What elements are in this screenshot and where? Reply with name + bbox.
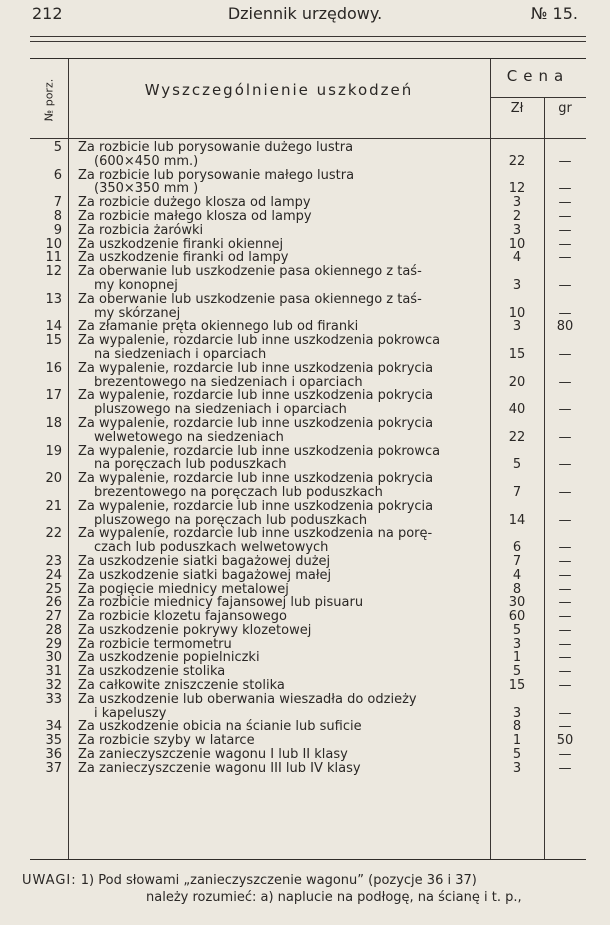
row-description xyxy=(68,665,490,679)
row-description xyxy=(68,417,490,445)
row-number: 34 xyxy=(45,719,62,735)
table-row xyxy=(30,665,586,679)
remarks-line-2: należy rozumieć: a) naplucie na podłogę, na ścianę i t. p., xyxy=(146,890,522,905)
description-text: Za rozbicie dużego klosza od lampy xyxy=(78,195,311,211)
row-number: 9 xyxy=(53,222,62,238)
table-row xyxy=(30,238,586,252)
page-header xyxy=(0,4,610,34)
description-continuation: na poręczach lub poduszkach xyxy=(94,457,287,473)
description-text: Za rozbicie termometru xyxy=(78,636,232,652)
row-number: 20 xyxy=(45,471,62,487)
table-row xyxy=(30,472,586,500)
table-row xyxy=(30,362,586,390)
description-continuation: pluszowego na poręczach lub poduszkach xyxy=(94,512,368,528)
row-price-gr: — xyxy=(558,622,572,638)
row-price-zl: 1 xyxy=(512,650,522,666)
description-text: Za rozbicie klozetu fajansowego xyxy=(78,609,287,625)
row-number: 27 xyxy=(45,609,62,625)
row-number: 35 xyxy=(45,733,62,749)
description-continuation: (350×350 mm ) xyxy=(94,181,199,197)
row-description xyxy=(68,334,490,362)
row-number: 7 xyxy=(53,195,62,211)
row-price-gr: — xyxy=(558,678,572,694)
row-price-zl: 15 xyxy=(508,678,526,694)
row-price-zl: 7 xyxy=(512,553,522,569)
description-text: Za całkowite zniszczenie stolika xyxy=(78,678,285,694)
row-description xyxy=(68,569,490,583)
description-continuation: my konopnej xyxy=(94,277,178,293)
row-price-zl: 10 xyxy=(508,305,526,321)
row-price-zl: 3 xyxy=(512,222,522,238)
row-price-gr: — xyxy=(558,250,572,266)
row-description xyxy=(68,320,490,334)
header-rule-bottom xyxy=(30,41,586,42)
row-description xyxy=(68,389,490,417)
row-price-zl: 10 xyxy=(508,236,526,252)
description-text: Za wypalenie, rozdarcie lub inne uszkodzenia na porę- xyxy=(78,526,433,542)
description-text: Za wypalenie, rozdarcie lub inne uszkodzenia pokrycia xyxy=(78,498,434,514)
row-number: 36 xyxy=(45,747,62,763)
row-number: 10 xyxy=(45,236,62,252)
description-continuation: (600×450 mm.) xyxy=(94,153,199,169)
table-row xyxy=(30,265,586,293)
row-number: 28 xyxy=(45,622,62,638)
row-price-zl: 5 xyxy=(512,457,522,473)
column-header-zl: Zł xyxy=(510,101,524,116)
row-description xyxy=(68,651,490,665)
table-body xyxy=(30,141,586,776)
row-price-zl: 12 xyxy=(508,181,526,197)
row-description xyxy=(68,293,490,321)
row-number: 21 xyxy=(45,498,62,514)
row-price-zl: 2 xyxy=(512,208,522,224)
description-text: Za zanieczyszczenie wagonu I lub II klasy xyxy=(78,747,348,763)
table-row xyxy=(30,196,586,210)
description-continuation: pluszowego na siedzeniach i oparciach xyxy=(94,402,347,418)
remarks-line-1: UWAGI: 1) Pod słowami „zanieczyszczenie wagonu” (pozycje 36 i 37) xyxy=(22,873,477,888)
description-text: Za oberwanie lub uszkodzenie pasa okiennego z taś- xyxy=(78,291,422,307)
row-price-gr: — xyxy=(558,181,572,197)
row-description xyxy=(68,638,490,652)
table-row xyxy=(30,748,586,762)
column-header-price: Cena xyxy=(506,67,570,85)
row-price-gr: — xyxy=(558,705,572,721)
row-description xyxy=(68,500,490,528)
row-price-zl: 1 xyxy=(512,733,522,749)
remarks-label: UWAGI: xyxy=(22,873,77,888)
row-number: 24 xyxy=(45,567,62,583)
table-row xyxy=(30,320,586,334)
row-number: 5 xyxy=(53,140,62,155)
header-rule-top xyxy=(30,36,586,37)
row-description xyxy=(68,610,490,624)
row-description xyxy=(68,169,490,197)
description-continuation: czach lub poduszkach welwetowych xyxy=(94,540,329,556)
row-description xyxy=(68,238,490,252)
row-price-gr: — xyxy=(558,664,572,680)
description-continuation: brezentowego na siedzeniach i oparciach xyxy=(94,374,363,390)
row-description xyxy=(68,762,490,776)
price-header-divider xyxy=(490,97,586,98)
row-price-zl: 15 xyxy=(508,346,526,362)
row-price-gr: — xyxy=(558,429,572,445)
row-description xyxy=(68,734,490,748)
row-price-gr: — xyxy=(558,747,572,763)
description-continuation: welwetowego na siedzeniach xyxy=(94,429,284,445)
row-price-zl: 6 xyxy=(512,540,522,556)
row-price-zl: 4 xyxy=(512,250,522,266)
row-price-zl: 14 xyxy=(508,512,526,528)
description-text: Za uszkodzenie stolika xyxy=(78,664,226,680)
table-row xyxy=(30,293,586,321)
row-price-gr: — xyxy=(558,760,572,776)
row-price-gr: — xyxy=(558,236,572,252)
row-price-gr: — xyxy=(558,581,572,597)
row-price-zl: 7 xyxy=(512,484,522,500)
row-number: 6 xyxy=(53,167,62,183)
description-text: Za rozbicie lub porysowanie małego lustra xyxy=(78,167,355,183)
row-price-zl: 3 xyxy=(512,705,522,721)
table-row xyxy=(30,720,586,734)
row-number: 18 xyxy=(45,415,62,431)
row-price-zl: 8 xyxy=(512,719,522,735)
table-row xyxy=(30,596,586,610)
row-number: 13 xyxy=(45,291,62,307)
row-number: 25 xyxy=(45,581,62,597)
journal-title: Dziennik urzędowy. xyxy=(227,4,383,23)
row-price-gr: — xyxy=(558,346,572,362)
row-description xyxy=(68,472,490,500)
row-price-gr: 50 xyxy=(556,733,574,749)
row-price-gr: — xyxy=(558,277,572,293)
row-price-gr: — xyxy=(558,719,572,735)
header-divider xyxy=(30,138,586,139)
description-text: Za uszkodzenie firanki od lampy xyxy=(78,250,289,266)
row-description xyxy=(68,624,490,638)
column-header-number: № porz. xyxy=(42,78,56,122)
row-price-gr: — xyxy=(558,402,572,418)
description-text: Za uszkodzenie firanki okiennej xyxy=(78,236,284,252)
description-text: Za uszkodzenie pokrywy klozetowej xyxy=(78,622,312,638)
description-text: Za wypalenie, rozdarcie lub inne uszkodzenia pokrycia xyxy=(78,471,434,487)
row-number: 17 xyxy=(45,388,62,404)
row-price-gr: — xyxy=(558,595,572,611)
table-row xyxy=(30,224,586,238)
table-row xyxy=(30,527,586,555)
row-price-zl: 40 xyxy=(508,402,526,418)
table-row xyxy=(30,569,586,583)
row-price-gr: — xyxy=(558,609,572,625)
row-price-gr: — xyxy=(558,512,572,528)
row-price-gr: 80 xyxy=(556,319,574,335)
row-description xyxy=(68,210,490,224)
description-text: Za rozbicia żarówki xyxy=(78,222,204,238)
table-row xyxy=(30,555,586,569)
row-price-gr: — xyxy=(558,457,572,473)
row-price-zl: 3 xyxy=(512,760,522,776)
description-text: Za wypalenie, rozdarcie lub inne uszkodzenia pokrycia xyxy=(78,360,434,376)
row-description xyxy=(68,224,490,238)
description-text: Za wypalenie, rozdarcie lub inne uszkodzenia pokrycia xyxy=(78,388,434,404)
row-number: 23 xyxy=(45,553,62,569)
description-continuation: my skórzanej xyxy=(94,305,181,321)
row-description xyxy=(68,693,490,721)
row-description xyxy=(68,527,490,555)
description-text: Za rozbicie małego klosza od lampy xyxy=(78,208,312,224)
row-price-zl: 5 xyxy=(512,622,522,638)
description-text: Za wypalenie, rozdarcie lub inne uszkodzenia pokrycia xyxy=(78,415,434,431)
row-description xyxy=(68,362,490,390)
row-price-zl: 3 xyxy=(512,636,522,652)
remarks xyxy=(22,872,592,906)
row-number: 15 xyxy=(45,333,62,349)
description-text: Za wypalenie, rozdarcie lub inne uszkodzenia pokrowca xyxy=(78,443,441,459)
table-row xyxy=(30,624,586,638)
description-continuation: na siedzeniach i oparciach xyxy=(94,346,267,362)
table-row xyxy=(30,251,586,265)
row-price-zl: 8 xyxy=(512,581,522,597)
row-price-gr: — xyxy=(558,650,572,666)
description-text: Za rozbicie miednicy fajansowej lub pisuaru xyxy=(78,595,364,611)
row-price-zl: 4 xyxy=(512,567,522,583)
row-number: 33 xyxy=(45,691,62,707)
row-price-gr: — xyxy=(558,305,572,321)
row-price-zl: 3 xyxy=(512,319,522,335)
table-row xyxy=(30,334,586,362)
page-number: 212 xyxy=(32,4,63,23)
description-text: Za zanieczyszczenie wagonu III lub IV klasy xyxy=(78,760,361,776)
row-description xyxy=(68,196,490,210)
description-text: Za rozbicie lub porysowanie dużego lustra xyxy=(78,140,354,155)
column-header-description: Wyszczególnienie uszkodzeń xyxy=(144,81,414,99)
table-row xyxy=(30,389,586,417)
row-price-gr: — xyxy=(558,153,572,169)
description-text: Za pogięcie miednicy metalowej xyxy=(78,581,289,597)
table-row xyxy=(30,610,586,624)
table-row xyxy=(30,679,586,693)
table-row xyxy=(30,445,586,473)
row-description xyxy=(68,265,490,293)
row-number: 14 xyxy=(45,319,62,335)
row-number: 22 xyxy=(45,526,62,542)
row-number: 11 xyxy=(45,250,62,266)
row-number: 31 xyxy=(45,664,62,680)
row-price-gr: — xyxy=(558,195,572,211)
table-row xyxy=(30,169,586,197)
description-text: Za rozbicie szyby w latarce xyxy=(78,733,255,749)
table-row xyxy=(30,210,586,224)
row-price-zl: 60 xyxy=(508,609,526,625)
row-description xyxy=(68,583,490,597)
row-price-zl: 22 xyxy=(508,153,526,169)
row-description xyxy=(68,720,490,734)
row-number: 29 xyxy=(45,636,62,652)
row-description xyxy=(68,679,490,693)
row-number: 8 xyxy=(53,208,62,224)
row-number: 26 xyxy=(45,595,62,611)
description-text: Za uszkodzenie siatki bagażowej dużej xyxy=(78,553,331,569)
description-continuation: brezentowego na poręczach lub poduszkach xyxy=(94,484,383,500)
row-price-gr: — xyxy=(558,374,572,390)
table-row xyxy=(30,734,586,748)
table-row xyxy=(30,417,586,445)
row-description xyxy=(68,748,490,762)
row-description xyxy=(68,141,490,169)
damage-price-table xyxy=(30,58,586,860)
row-price-zl: 20 xyxy=(508,374,526,390)
table-row xyxy=(30,141,586,169)
description-text: Za uszkodzenie lub oberwania wieszadła do odzieży xyxy=(78,691,417,707)
row-price-zl: 22 xyxy=(508,429,526,445)
row-price-zl: 5 xyxy=(512,664,522,680)
row-price-gr: — xyxy=(558,567,572,583)
description-text: Za oberwanie lub uszkodzenie pasa okiennego z taś- xyxy=(78,264,422,280)
row-description xyxy=(68,445,490,473)
row-price-zl: 3 xyxy=(512,277,522,293)
table-row xyxy=(30,638,586,652)
row-description xyxy=(68,596,490,610)
row-number: 30 xyxy=(45,650,62,666)
row-number: 32 xyxy=(45,678,62,694)
description-text: Za uszkodzenie siatki bagażowej małej xyxy=(78,567,332,583)
description-continuation: i kapeluszy xyxy=(94,705,167,721)
row-price-gr: — xyxy=(558,553,572,569)
description-text: Za uszkodzenie popielniczki xyxy=(78,650,260,666)
row-number: 12 xyxy=(45,264,62,280)
table-row xyxy=(30,651,586,665)
row-description xyxy=(68,251,490,265)
row-price-gr: — xyxy=(558,540,572,556)
description-text: Za wypalenie, rozdarcie lub inne uszkodzenia pokrowca xyxy=(78,333,441,349)
row-description xyxy=(68,555,490,569)
row-number: 37 xyxy=(45,760,62,776)
table-row xyxy=(30,500,586,528)
row-price-gr: — xyxy=(558,208,572,224)
row-price-gr: — xyxy=(558,484,572,500)
description-text: Za uszkodzenie obicia na ścianie lub suficie xyxy=(78,719,362,735)
description-text: Za złamanie pręta okiennego lub od firanki xyxy=(78,319,359,335)
row-price-gr: — xyxy=(558,636,572,652)
row-price-zl: 3 xyxy=(512,195,522,211)
row-number: 16 xyxy=(45,360,62,376)
row-price-gr: — xyxy=(558,222,572,238)
issue-number: № 15. xyxy=(530,4,578,23)
row-price-zl: 5 xyxy=(512,747,522,763)
row-number: 19 xyxy=(45,443,62,459)
column-header-gr: gr xyxy=(558,101,572,116)
table-row xyxy=(30,693,586,721)
table-row xyxy=(30,583,586,597)
table-row xyxy=(30,762,586,776)
row-price-zl: 30 xyxy=(508,595,526,611)
